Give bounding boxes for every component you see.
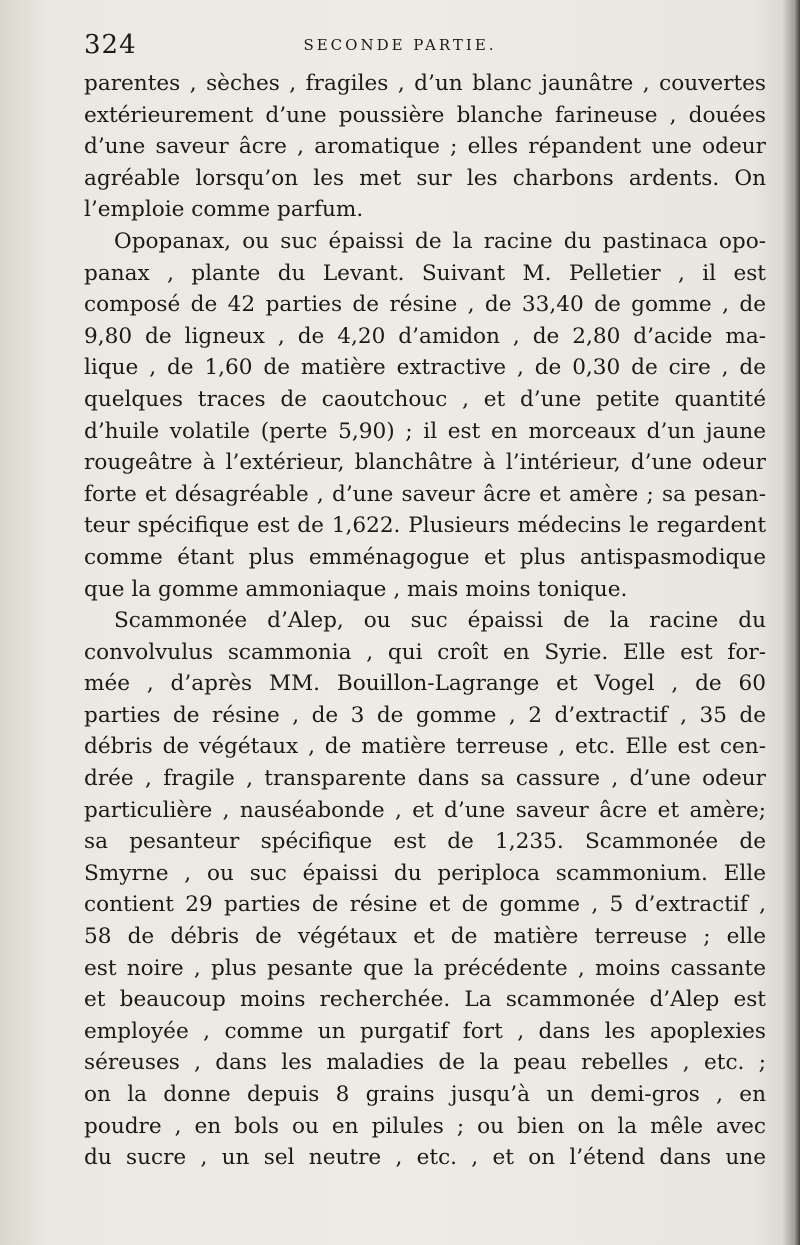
paragraph-opopanax (84, 226, 766, 605)
running-head: SECONDE PARTIE. (303, 36, 497, 54)
text-line: sa pesanteur spécifique est de 1,235. Scammonée de (84, 829, 766, 855)
text-line: séreuses , dans les maladies de la peau rebelles , etc. ; (84, 1050, 766, 1076)
text-line: 58 de débris de végétaux et de matière terreuse ; elle (84, 924, 766, 950)
text-line: parties de résine , de 3 de gomme , 2 d’extractif , 35 de (84, 702, 766, 728)
text-line: est noire , plus pesante que la précédente , moins cassante (84, 955, 766, 981)
text-line: extérieurement d’une poussière blanche farineuse , douées (84, 102, 766, 128)
text-line: d’une saveur âcre , aromatique ; elles répandent une odeur (84, 134, 766, 160)
text-line: poudre , en bols ou en pilules ; ou bien on la mêle avec (84, 1113, 766, 1139)
text-line: d’huile volatile (perte 5,90) ; il est en morceaux d’un jaune (84, 418, 766, 444)
paragraph-continuation (84, 68, 766, 226)
text-line: Scammonée d’Alep, ou suc épaissi de la racine du (114, 608, 766, 634)
text-line: et beaucoup moins recherchée. La scammonée d’Alep est (84, 987, 766, 1013)
text-line: que la gomme ammoniaque , mais moins tonique. (84, 576, 628, 602)
text-line: mée , d’après MM. Bouillon-Lagrange et Vogel , de 60 (84, 671, 766, 697)
text-line: employée , comme un purgatif fort , dans les apoplexies (84, 1018, 766, 1044)
text-line: quelques traces de caoutchouc , et d’une petite quantité (84, 386, 766, 412)
text-line: lique , de 1,60 de matière extractive , de 0,30 de cire , de (84, 355, 766, 381)
text-line: du sucre , un sel neutre , etc. , et on l’étend dans une (84, 1145, 766, 1171)
text-line: on la donne depuis 8 grains jusqu’à un demi-gros , en (84, 1082, 766, 1107)
text-line: teur spécifique est de 1,622. Plusieurs médecins le regardent (84, 513, 766, 539)
text-line: composé de 42 parties de résine , de 33,40 de gomme , de (84, 292, 766, 318)
text-line: débris de végétaux , de matière terreuse , etc. Elle est cen- (84, 734, 766, 760)
text-line: contient 29 parties de résine et de gomme , 5 d’extractif , (84, 892, 766, 918)
text-line: agréable lorsqu’on les met sur les charbons ardents. On (84, 165, 766, 191)
paragraph-scammonee (84, 605, 766, 1174)
text-line: parentes , sèches , fragiles , d’un blanc jaunâtre , couvertes (84, 71, 766, 96)
page-number: 324 (84, 30, 137, 60)
page-body (84, 68, 766, 1174)
text-line: drée , fragile , transparente dans sa cassure , d’une odeur (84, 766, 766, 792)
text-line: forte et désagréable , d’une saveur âcre et amère ; sa pesan- (84, 481, 766, 507)
text-line: Opopanax, ou suc épaissi de la racine du pastinaca opo- (114, 228, 766, 254)
text-line: panax , plante du Levant. Suivant M. Pelletier , il est (84, 260, 766, 286)
text-line: particulière , nauséabonde , et d’une saveur âcre et amère; (84, 797, 766, 823)
text-line: rougeâtre à l’extérieur, blanchâtre à l’intérieur, d’une odeur (84, 450, 766, 476)
text-line: comme étant plus emménagogue et plus antispasmodique (84, 544, 766, 570)
text-line: Smyrne , ou suc épaissi du periploca scammonium. Elle (84, 860, 766, 886)
text-line: convolvulus scammonia , qui croît en Syrie. Elle est for- (84, 639, 766, 665)
text-line: l’emploie comme parfum. (84, 197, 364, 223)
page-gutter-shadow (782, 0, 800, 1245)
text-line: 9,80 de ligneux , de 4,20 d’amidon , de 2,80 d’acide ma- (84, 323, 766, 349)
